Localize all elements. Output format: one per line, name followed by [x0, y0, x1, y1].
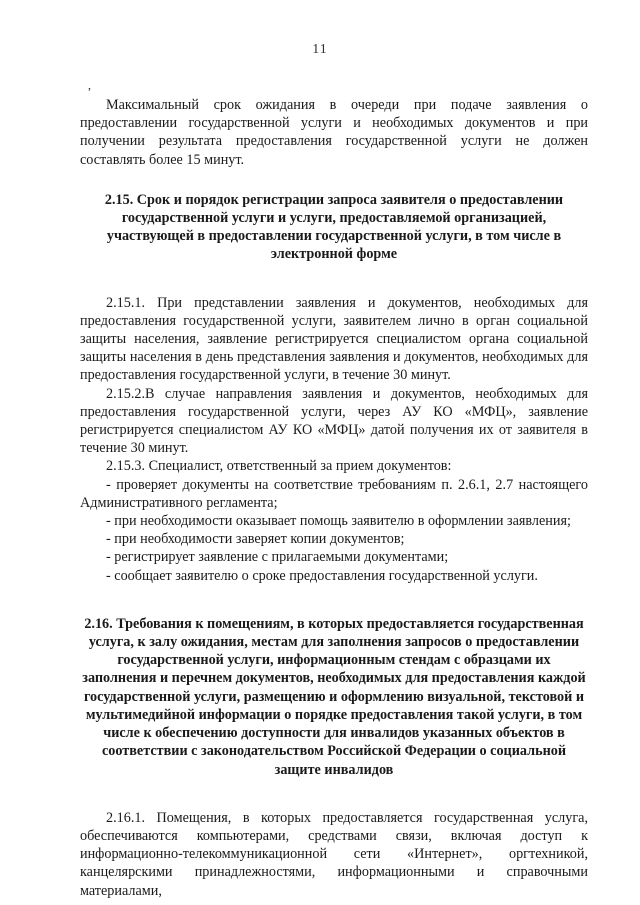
paragraph-2-15-1: 2.15.1. При представлении заявления и документов, необходимых для предоставления государственной услуги, заявителем лично в орган социальной защиты населения, заявление регистрируется специалистом органа социальной защиты населения в день представления заявления и документов, необходимых для предоставления государственной услуги, в течение 30 минут.: [80, 294, 588, 384]
document-body: [80, 84, 588, 900]
section-heading-2-15: 2.15. Срок и порядок регистрации запроса заявителя о предоставлении государственной услуги и услуги, предоставляемой организацией, участвующей в предоставлении государственной услуги, в том числе в электронной форме: [104, 191, 564, 263]
scan-mark: ,: [88, 78, 91, 92]
list-item-help-applicant: - при необходимости оказывает помощь заявителю в оформлении заявления;: [106, 513, 571, 530]
list-item-check-documents: - проверяет документы на соответствие требованиям п. 2.6.1, 2.7 настоящего Административного регламента;: [80, 476, 588, 511]
paragraph-2-15-2: 2.15.2.В случае направления заявления и документов, необходимых для предоставления государственной услуги, через АУ КО «МФЦ», заявление регистрируется специалистом АУ КО «МФЦ» датой получения их от заявителя в течение 30 минут.: [80, 385, 588, 457]
list-item-inform-deadline: - сообщает заявителю о сроке предоставления государственной услуги.: [106, 567, 538, 584]
paragraph-2-16-1: 2.16.1. Помещения, в которых предоставляется государственная услуга, обеспечиваются компьютерами, средствами связи, включая доступ к информационно-телекоммуникационной сети «Интернет», оргтехникой, канцелярскими принадлежностями, информационными и справочными материалами,: [80, 809, 588, 899]
section-heading-2-16: 2.16. Требования к помещениям, в которых предоставляется государственная услуга, к залу ожидания, местам для заполнения запросов о предоставлении государственной услуги, информационным стендам с образцами их заполнения и перечнем документов, необходимых для предоставления каждой государственной услуги, размещению и оформлению визуальной, текстовой и мультимедийной информации о порядке предоставления такой услуги, в том числе к обеспечению доступности для инвалидов указанных объектов в соответствии с законодательством Российской Федерации о социальной защите инвалидов: [82, 615, 586, 778]
paragraph-waiting-time: Максимальный срок ожидания в очереди при подаче заявления о предоставлении государственной услуги и необходимых документов и при получении результата предоставления государственной услуги не должен составлять более 15 минут.: [80, 97, 588, 168]
page-number: 11: [312, 42, 328, 57]
list-item-certify-copies: - при необходимости заверяет копии документов;: [106, 531, 405, 548]
list-item-register-application: - регистрирует заявление с прилагаемыми документами;: [106, 549, 449, 566]
paragraph-2-15-3: 2.15.3. Специалист, ответственный за прием документов:: [106, 458, 452, 475]
